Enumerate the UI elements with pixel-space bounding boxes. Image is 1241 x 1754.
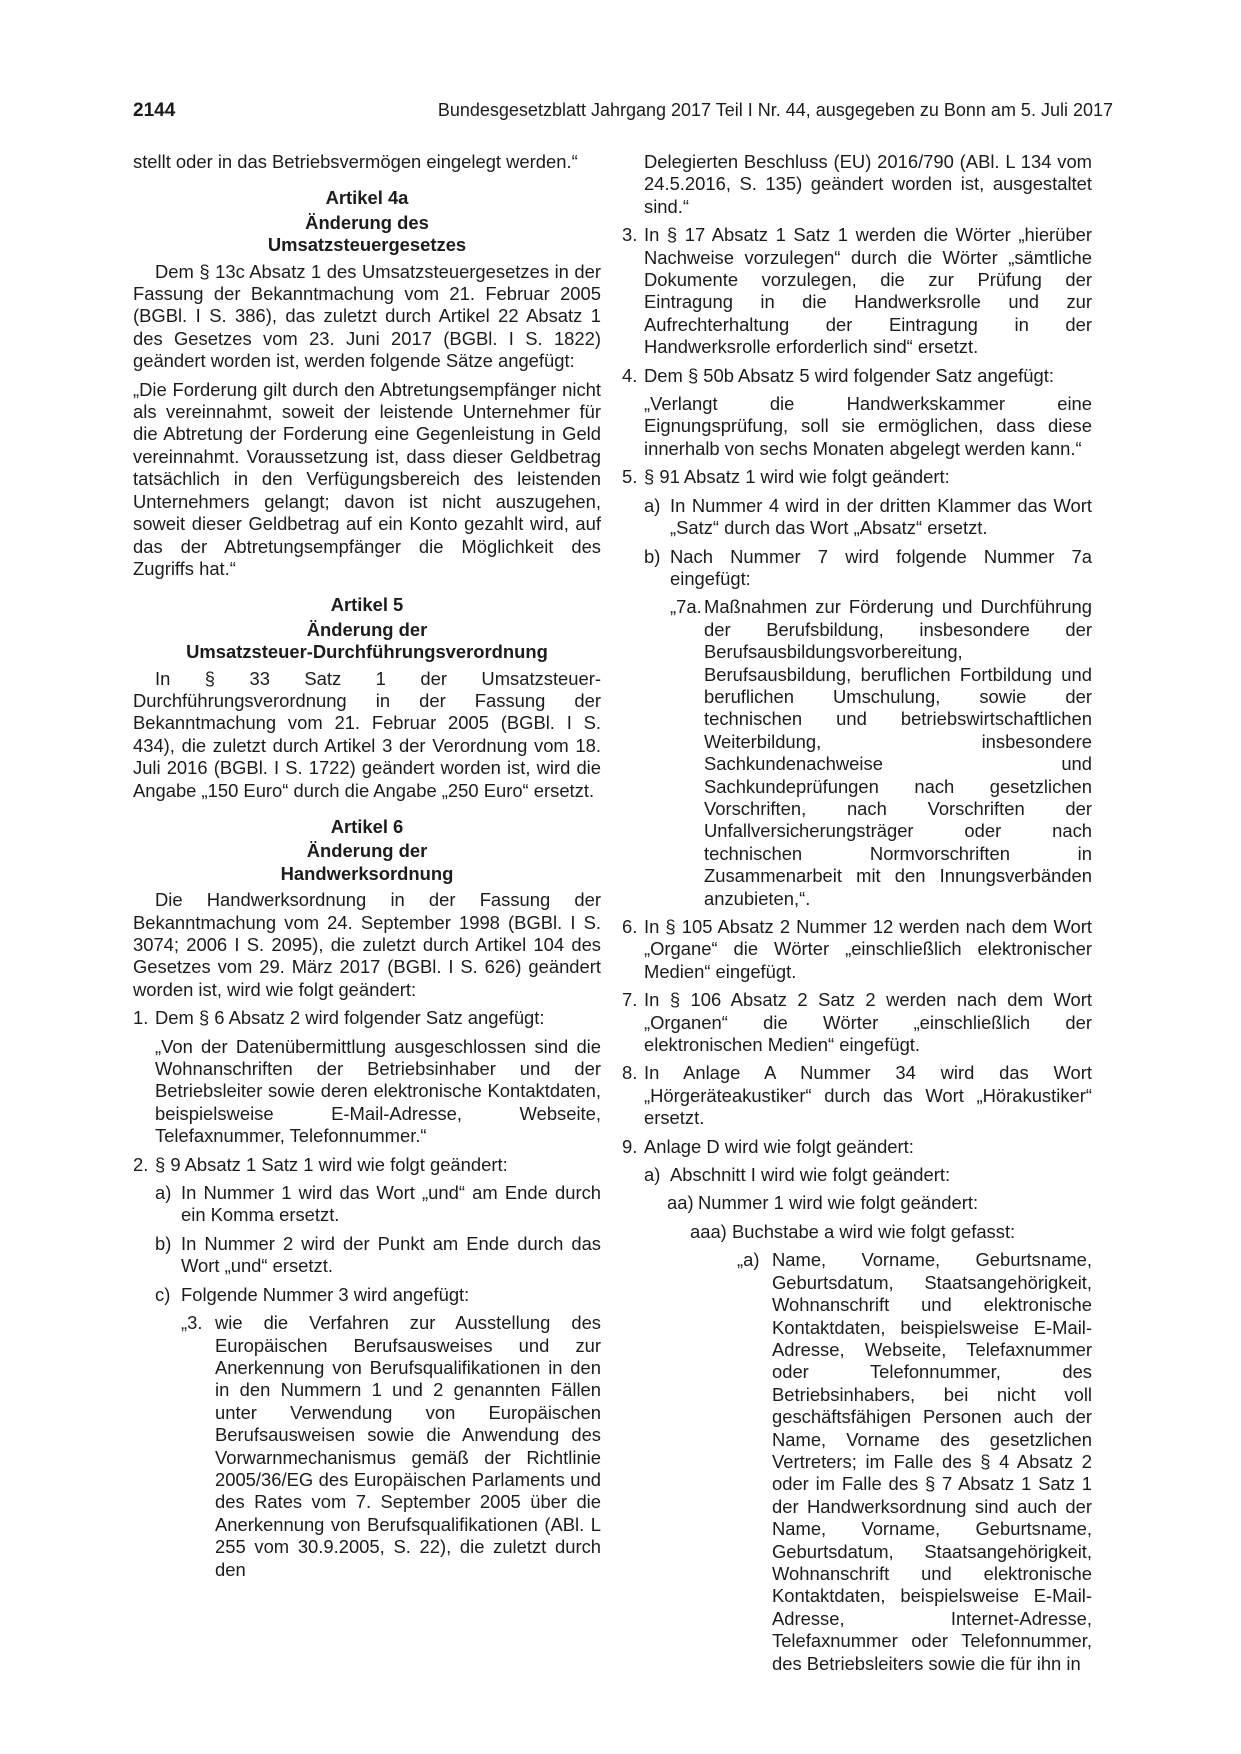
paragraph: In § 33 Satz 1 der Umsatzsteuer-Durchführungsverordnung in der Fassung der Bekanntmachung vom 21. Februar 2005 (BGBl. I S. 434), die zuletzt durch Artikel 3 der Verordnung vom 18. Juli 2016 (BGBl. I S. 1722) geändert worden ist, wird die Angabe „150 Euro“ durch die Angabe „250 Euro“ ersetzt. bbox=[133, 667, 601, 801]
list-item: a) In Nummer 4 wird in der dritten Klammer das Wort „Satz“ durch das Wort „Absatz“ ersetzt. bbox=[644, 494, 1092, 539]
list-item: a) Abschnitt I wird wie folgt geändert: bbox=[644, 1164, 951, 1186]
quote-item: „a) Name, Vorname, Geburtsname, Geburtsdatum, Staatsangehörigkeit, Wohnanschrift und elektronische Kontaktdaten, beispielsweise E-Mail-Adresse, Webseite, Telefaxnummer oder Telefonnummer, des Betriebsinhabers, bei nicht voll geschäftsfähigen Personen auch der Name, Vorname des gesetzlichen Vertreters; im Falle des § 4 Absatz 2 oder im Falle des § 7 Absatz 1 Satz 1 der Handwerksordnung sind auch der Name, Vorname, Geburtsname, Geburtsdatum, Staatsangehörigkeit, Wohnanschrift und elektronische Kontaktdaten, beispielsweise E-Mail-Adresse, Internet-Adresse, Telefaxnummer oder Telefonnummer, des Betriebsleiters sowie die für ihn in bbox=[737, 1249, 1092, 1674]
page-number: 2144 bbox=[133, 100, 176, 121]
article-title: Änderung der Handwerksordnung bbox=[280, 840, 454, 884]
list-item: 4. Dem § 50b Absatz 5 wird folgender Satz angefügt: bbox=[622, 364, 1054, 386]
paragraph: Die Handwerksordnung in der Fassung der Bekanntmachung vom 24. September 1998 (BGBl. I S. 3074; 2006 I S. 2095), die zuletzt durch Artikel 104 des Gesetzes vom 29. März 2017 (BGBl. I S. 626) geändert worden ist, wird wie folgt geändert: bbox=[133, 889, 601, 1000]
list-item: 6. In § 105 Absatz 2 Nummer 12 werden nach dem Wort „Organe“ die Wörter „einschließlich elektronischer Medien“ eingefügt. bbox=[622, 916, 1092, 982]
article-heading: Artikel 5 bbox=[330, 594, 404, 616]
list-item: 1. Dem § 6 Absatz 2 wird folgender Satz angefügt: bbox=[133, 1007, 545, 1029]
article-title: Änderung der Umsatzsteuer-Durchführungsverordnung bbox=[186, 618, 548, 663]
continuation-text: Delegierten Beschluss (EU) 2016/790 (ABl. L 134 vom 24.5.2016, S. 135) geändert worden ist, ausgestaltet sind.“ bbox=[644, 151, 1092, 217]
quote-paragraph: „Von der Datenübermittlung ausgeschlossen sind die Wohnanschriften der Betriebsinhaber und der Betriebsleiter sowie deren elektronische Kontaktdaten, beispielsweise E-Mail-Adresse, Webseite, Telefaxnummer, Telefonnummer.“ bbox=[155, 1035, 601, 1147]
header-title: Bundesgesetzblatt Jahrgang 2017 Teil I Nr. 44, ausgegeben zu Bonn am 5. Juli 2017 bbox=[437, 100, 1113, 120]
quote-paragraph: „Die Forderung gilt durch den Abtretungsempfänger nicht als vereinnahmt, soweit der leistende Unternehmer für die Abtretung der Forderung eine Gegenleistung in Geld vereinnahmt. Voraussetzung ist, dass dieser Geldbetrag tatsächlich in den Verfügungsbereich des leistenden Unternehmers gelangt; davon ist nicht auszugehen, soweit dieser Geldbetrag auf ein Konto gezahlt wird, auf das der Abtretungsempfänger die Möglichkeit des Zugriffs hat.“ bbox=[133, 378, 601, 579]
list-item: 3. In § 17 Absatz 1 Satz 1 werden die Wörter „hierüber Nachweise vorzulegen“ durch die Wörter „sämtliche Dokumente vorzulegen, die zur Prüfung der Eintragung in die Handwerksrolle und zur Aufrechterhaltung der Eintragung in der Handwerksrolle erforderlich sind“ ersetzt. bbox=[622, 224, 1092, 358]
list-item: 7. In § 106 Absatz 2 Satz 2 werden nach dem Wort „Organen“ die Wörter „einschließlich der elektronischen Medien“ eingefügt. bbox=[622, 989, 1092, 1056]
list-item: b) Nach Nummer 7 wird folgende Nummer 7a eingefügt: bbox=[644, 545, 1092, 589]
quote-item: „7a. Maßnahmen zur Förderung und Durchführung der Berufsbildung, insbesondere der Berufsausbildungsvorbereitung, Berufsausbildung, beruflichen Fortbildung und beruflichen Umschulung, sowie der technischen und betriebswirtschaftlichen Weiterbildung, insbesondere Sachkundenachweise und Sachkundeprüfungen nach gesetzlichen Vorschriften, nach Vorschriften der Unfallversicherungsträger oder nach technischen Normvorschriften in Zusammenarbeit mit den Innungsverbänden anzubieten,“. bbox=[670, 596, 1092, 909]
list-item: b) In Nummer 2 wird der Punkt am Ende durch das Wort „und“ ersetzt. bbox=[155, 1232, 601, 1277]
list-item: 5. § 91 Absatz 1 wird wie folgt geändert: bbox=[622, 466, 950, 488]
quote-paragraph: „Verlangt die Handwerkskammer eine Eignungsprüfung, soll sie ermöglichen, dass diese innerhalb von sechs Monaten abgelegt werden kann.“ bbox=[644, 393, 1092, 459]
article-heading: Artikel 4a bbox=[325, 187, 409, 209]
left-column bbox=[133, 151, 601, 1587]
article-heading: Artikel 6 bbox=[330, 815, 404, 837]
continuation-text: stellt oder in das Betriebsvermögen eingelegt werden.“ bbox=[133, 151, 578, 172]
list-item: a) In Nummer 1 wird das Wort „und“ am Ende durch ein Komma ersetzt. bbox=[155, 1182, 601, 1226]
article-title: Änderung des Umsatzsteuergesetzes bbox=[267, 211, 467, 256]
list-item: aa) Nummer 1 wird wie folgt geändert: bbox=[667, 1192, 979, 1214]
right-column bbox=[622, 151, 1092, 1681]
list-item: 8. In Anlage A Nummer 34 wird das Wort „Hörgeräteakustiker“ durch das Wort „Hörakustiker“ ersetzt. bbox=[622, 1062, 1092, 1129]
quote-item: „3. wie die Verfahren zur Ausstellung des Europäischen Berufsausweises und zur Anerkennung von Berufsqualifikationen in den in den Nummern 1 und 2 genannten Fällen unter Verwendung von Europäischen Berufsausweisen sowie die Anwendung des Vorwarnmechanismus gemäß der Richtlinie 2005/36/EG des Europäischen Parlaments und des Rates vom 7. September 2005 über die Anerkennung von Berufsqualifikationen (ABl. L 255 vom 30.9.2005, S. 22), die zuletzt durch den bbox=[181, 1312, 601, 1580]
list-item: aaa) Buchstabe a wird wie folgt gefasst: bbox=[690, 1220, 1016, 1242]
paragraph: Dem § 13c Absatz 1 des Umsatzsteuergesetzes in der Fassung der Bekanntmachung vom 21. Februar 2005 (BGBl. I S. 386), das zuletzt durch Artikel 22 Absatz 1 des Gesetzes vom 23. Juni 2017 (BGBl. I S. 1822) geändert worden ist, werden folgende Sätze angefügt: bbox=[133, 260, 601, 372]
list-item: 2. § 9 Absatz 1 Satz 1 wird wie folgt geändert: bbox=[133, 1153, 508, 1175]
list-item: c) Folgende Nummer 3 wird angefügt: bbox=[155, 1283, 470, 1305]
page-header bbox=[133, 100, 1113, 126]
list-item: 9. Anlage D wird wie folgt geändert: bbox=[622, 1135, 914, 1157]
